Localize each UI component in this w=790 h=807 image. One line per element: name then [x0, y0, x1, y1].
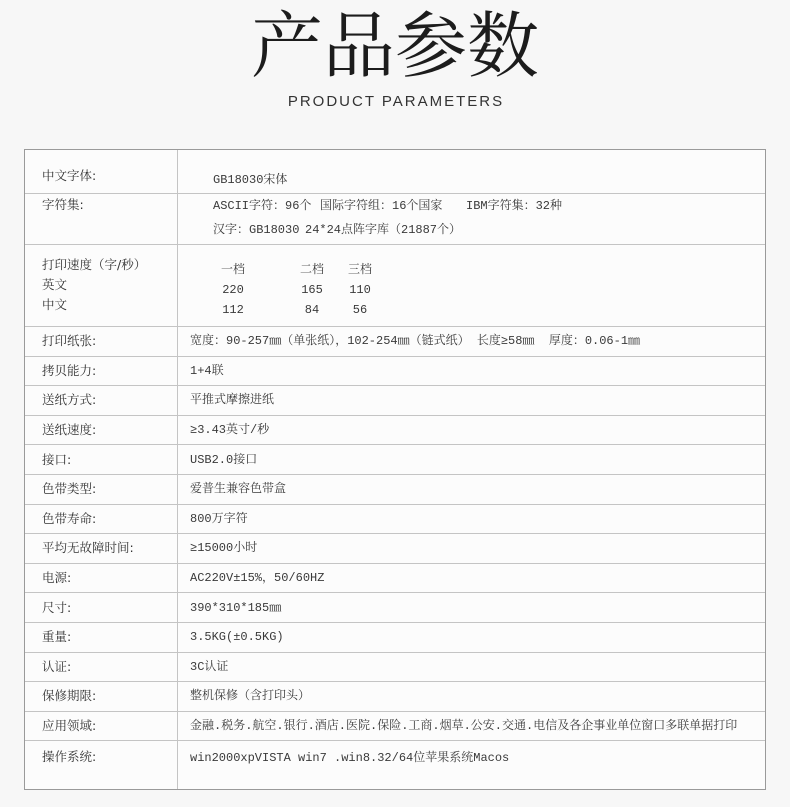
spec-label: 接口:	[25, 445, 178, 474]
spec-label: 平均无故障时间:	[25, 534, 178, 563]
spec-label: 操作系统:	[25, 741, 178, 789]
speed-value: 220	[222, 283, 244, 297]
spec-row-charset	[25, 194, 765, 245]
charset-line	[213, 218, 765, 242]
spec-label: 色带寿命:	[25, 505, 178, 534]
charset-ascii: ASCII字符：96个	[213, 199, 312, 213]
spec-label: 打印纸张:	[25, 327, 178, 356]
spec-row-operating-system	[25, 741, 765, 789]
spec-label: 应用领域:	[25, 712, 178, 741]
speed-row-label-english: 英文	[42, 277, 68, 292]
spec-row-certification	[25, 653, 765, 683]
spec-value: 390*310*185㎜	[190, 600, 282, 615]
spec-value: 爱普生兼容色带盒	[190, 482, 287, 497]
speed-label: 打印速度（字/秒）	[42, 257, 147, 272]
speed-value: 84	[304, 303, 320, 317]
spec-label: 拷贝能力:	[25, 357, 178, 386]
spec-label: 送纸速度:	[25, 416, 178, 445]
spec-label: 字符集:	[25, 194, 178, 244]
spec-label: 色带类型:	[25, 475, 178, 504]
spec-value: 金融.税务.航空.银行.酒店.医院.保险.工商.烟草.公安.交通.电信及各企事业单位窗口多联单据打印	[190, 719, 738, 734]
spec-row-copy-capacity	[25, 357, 765, 387]
speed-row-label-chinese: 中文	[42, 297, 68, 312]
spec-row-warranty	[25, 682, 765, 712]
page-title: 产品参数	[250, 4, 539, 88]
spec-value: 3C认证	[190, 659, 229, 674]
spec-value: USB2.0接口	[190, 452, 258, 467]
charset-ibm: IBM字符集：32种	[466, 199, 563, 213]
spec-row-feed-method	[25, 386, 765, 416]
spec-value: AC220V±15%，50/60HZ	[190, 571, 325, 586]
spec-row-interface	[25, 445, 765, 475]
spec-row-mtbf	[25, 534, 765, 564]
spec-value: ≥15000小时	[190, 541, 258, 556]
page-subtitle: PRODUCT PARAMETERS	[287, 93, 505, 110]
spec-label: 重量:	[25, 623, 178, 652]
speed-level-header	[209, 260, 765, 280]
spec-label: 中文字体:	[25, 150, 178, 193]
spec-row-feed-speed	[25, 416, 765, 446]
charset-international: 国际字符组：16个国家	[320, 199, 443, 213]
speed-level: 三档	[347, 263, 372, 277]
spec-row-chinese-font	[25, 150, 765, 194]
spec-row-dimensions	[25, 593, 765, 623]
speed-value: 112	[222, 303, 244, 317]
spec-label: 电源:	[25, 564, 178, 593]
spec-label: 保修期限:	[25, 682, 178, 711]
speed-value: 110	[349, 283, 371, 297]
spec-label	[25, 245, 178, 326]
spec-label: 尺寸:	[25, 593, 178, 622]
charset-hanzi: 汉字：GB18030	[213, 223, 300, 237]
spec-row-power	[25, 564, 765, 594]
spec-row-paper	[25, 327, 765, 357]
spec-value: 宽度：90-257㎜（单张纸），102-254㎜（链式纸） 长度≥58㎜ 厚度：0.06-1㎜	[190, 334, 641, 349]
speed-value: 165	[301, 283, 323, 297]
spec-value: 3.5KG(±0.5KG)	[190, 630, 284, 645]
spec-value: 800万字符	[190, 511, 248, 526]
spec-value: win2000xpVISTA win7 .win8.32/64位苹果系统Macos	[190, 751, 510, 766]
spec-value	[178, 194, 765, 244]
speed-value: 56	[352, 303, 368, 317]
spec-row-weight	[25, 623, 765, 653]
spec-value: 整机保修（含打印头）	[190, 689, 311, 704]
spec-value: ≥3.43英寸/秒	[190, 423, 270, 438]
spec-value: 1+4联	[190, 363, 224, 378]
speed-level: 一档	[220, 263, 245, 277]
spec-value: 平推式摩擦进纸	[190, 393, 275, 408]
speed-level: 二档	[299, 263, 324, 277]
spec-row-ribbon-type	[25, 475, 765, 505]
speed-values-chinese	[209, 300, 765, 320]
spec-value: GB18030宋体	[213, 173, 288, 187]
speed-values-english	[209, 280, 765, 300]
spec-row-ribbon-life	[25, 505, 765, 535]
speed-grid	[178, 245, 765, 326]
spec-label: 认证:	[25, 653, 178, 682]
charset-line	[213, 194, 765, 218]
spec-table	[24, 149, 766, 790]
spec-row-print-speed	[25, 245, 765, 327]
charset-dot-matrix: 24*24点阵字库（21887个）	[305, 223, 462, 237]
spec-row-applications	[25, 712, 765, 742]
spec-label: 送纸方式:	[25, 386, 178, 415]
